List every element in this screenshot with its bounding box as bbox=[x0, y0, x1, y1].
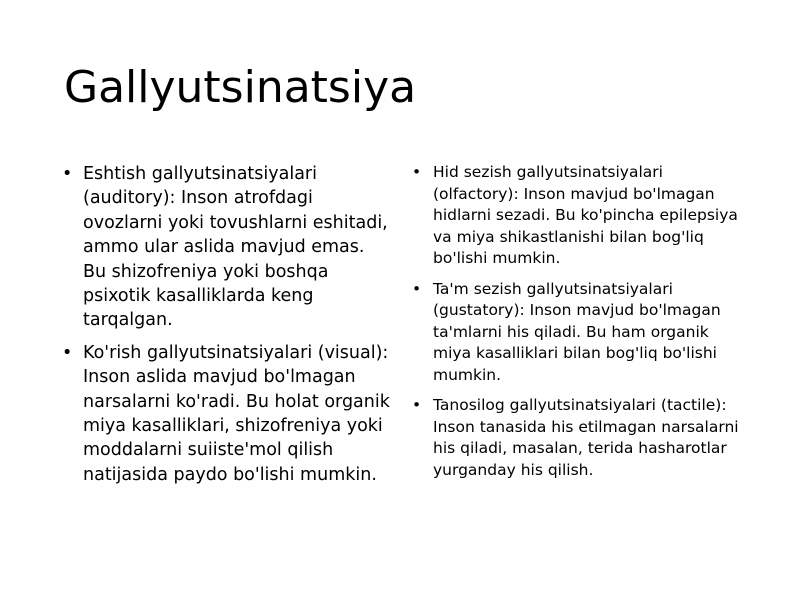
bullet-text: Eshtish gallyutsinatsiyalari (auditory): Inson atrofdagi ovozlarni yoki tovushlarni eshitadi, ammo ular aslida mavjud emas. Bu shizofreniya yoki boshqa psixotik kasalliklarda keng tarqalgan. bbox=[83, 164, 388, 331]
bullet-icon: • bbox=[62, 342, 73, 363]
bullet-item-olfactory bbox=[412, 162, 742, 270]
bullet-text: Hid sezish gallyutsinatsiyalari (olfactory): Inson mavjud bo'lmagan hidlarni sezadi. Bu ko'pincha epilepsiya va miya shikastlanishi bilan bog'liq bo'lishi mumkin. bbox=[433, 163, 738, 267]
bullet-text: Ta'm sezish gallyutsinatsiyalari (gustatory): Inson mavjud bo'lmagan ta'mlarni his qiladi. Bu ham organik miya kasalliklari bilan bog'liq bo'lishi mumkin. bbox=[433, 279, 721, 384]
bullet-item-auditory bbox=[62, 162, 392, 333]
bullet-icon: • bbox=[412, 279, 422, 298]
slide-title: Gallyutsinatsiya bbox=[64, 62, 417, 113]
bullet-text: Ko'rish gallyutsinatsiyalari (visual): Inson aslida mavjud bo'lmagan narsalarni ko'radi. Bu holat organik miya kasalliklari, shizofreniya yoki moddalarni suiiste'mol qilish natijasida paydo bo'lishi mumkin. bbox=[83, 342, 390, 485]
right-column-bullet-list bbox=[412, 162, 742, 490]
bullet-item-gustatory bbox=[412, 279, 742, 387]
bullet-icon: • bbox=[412, 163, 422, 181]
bullet-item-visual bbox=[62, 341, 392, 487]
bullet-icon: • bbox=[62, 164, 73, 184]
left-column-bullet-list bbox=[62, 162, 392, 495]
bullet-icon: • bbox=[412, 396, 422, 414]
bullet-text: Tanosilog gallyutsinatsiyalari (tactile): Inson tanasida his etilmagan narsalarni his qiladi, masalan, terida hasharotlar yurganday his qilish. bbox=[433, 396, 739, 479]
bullet-item-tactile bbox=[412, 395, 742, 481]
